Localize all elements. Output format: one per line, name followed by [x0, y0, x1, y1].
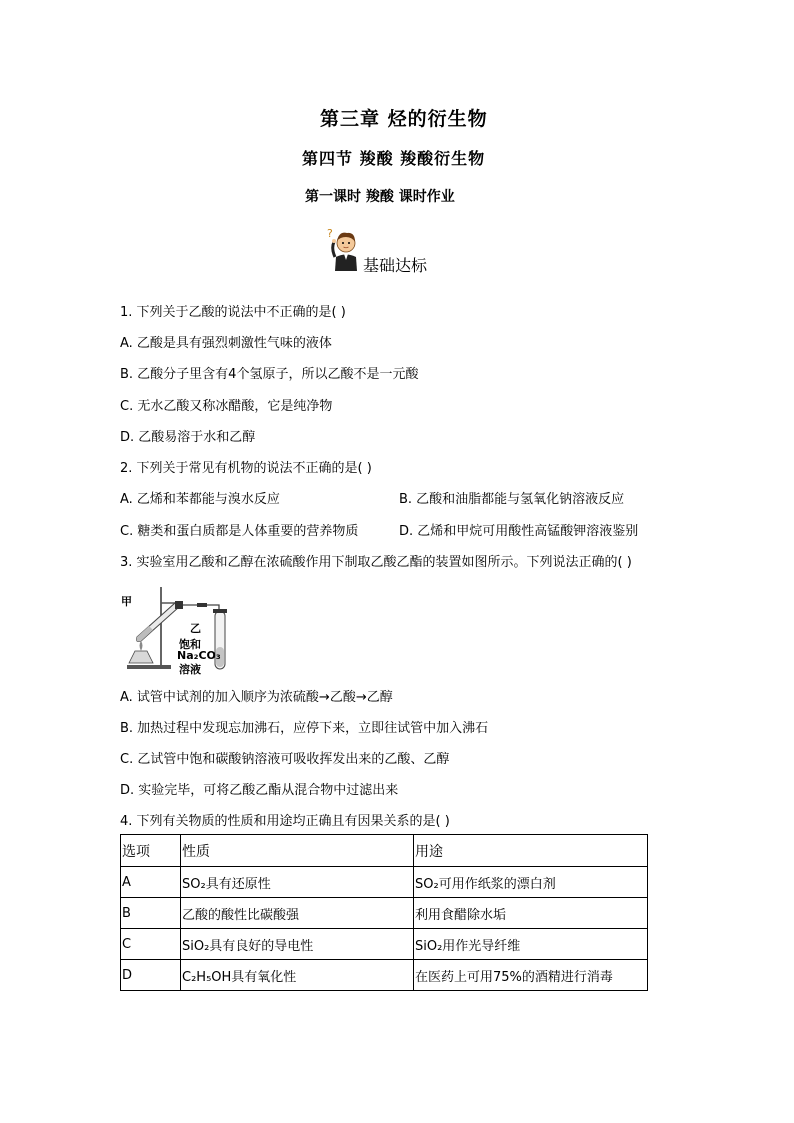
question-1-option-d: D. 乙酸易溶于水和乙醇 [120, 430, 256, 445]
chapter-title: 第三章 烃的衍生物 [320, 108, 488, 130]
table-row [121, 929, 648, 960]
question-4-table [120, 834, 648, 991]
question-3-option-c: C. 乙试管中饱和碳酸钠溶液可吸收挥发出来的乙酸、乙醇 [120, 752, 450, 767]
question-1-option-b: B. 乙酸分子里含有4个氢原子，所以乙酸不是一元酸 [120, 367, 419, 382]
table-header-use: 用途 [414, 835, 648, 867]
table-cell-property: C₂H₅OH具有氧化性 [181, 960, 414, 991]
figure-label-na2co3: Na₂CO₃ [177, 649, 221, 662]
table-row [121, 898, 648, 929]
question-3-stem: 3. 实验室用乙酸和乙醇在浓硫酸作用下制取乙酸乙酯的装置如图所示。下列说法正确的( ) [120, 555, 632, 570]
table-cell-option: B [121, 898, 181, 929]
table-cell-option: D [121, 960, 181, 991]
table-header-option: 选项 [121, 835, 181, 867]
lesson-title: 第一课时 羧酸 课时作业 [305, 189, 455, 205]
question-3-option-d: D. 实验完毕，可将乙酸乙酯从混合物中过滤出来 [120, 783, 399, 798]
table-cell-option: A [121, 867, 181, 898]
question-3-option-a: A. 试管中试剂的加入顺序为浓硫酸→乙酸→乙醇 [120, 690, 393, 705]
table-cell-option: C [121, 929, 181, 960]
figure-label-yi: 乙 [190, 622, 201, 635]
table-cell-use: SO₂可用作纸浆的漂白剂 [414, 867, 648, 898]
basic-level-badge: 基础达标 [363, 256, 428, 275]
table-cell-use: SiO₂用作光导纤维 [414, 929, 648, 960]
figure-label-jia: 甲 [121, 595, 132, 608]
question-1-option-a: A. 乙酸是具有强烈刺激性气味的液体 [120, 336, 332, 351]
section-title: 第四节 羧酸 羧酸衍生物 [302, 149, 486, 168]
question-2-option-c: C. 糖类和蛋白质都是人体重要的营养物质 [120, 524, 359, 539]
table-header-row [121, 835, 648, 867]
figure-label-saturated: 饱和 [179, 638, 201, 651]
question-2-option-b: B. 乙酸和油脂都能与氢氧化钠溶液反应 [399, 492, 625, 507]
table-cell-property: SO₂具有还原性 [181, 867, 414, 898]
question-1-stem: 1. 下列关于乙酸的说法中不正确的是( ) [120, 305, 346, 320]
question-4-stem: 4. 下列有关物质的性质和用途均正确且有因果关系的是( ) [120, 814, 450, 829]
svg-text:?: ? [327, 227, 333, 240]
question-2-stem: 2. 下列关于常见有机物的说法不正确的是( ) [120, 461, 372, 476]
table-cell-property: SiO₂具有良好的导电性 [181, 929, 414, 960]
table-row [121, 867, 648, 898]
table-row [121, 960, 648, 991]
figure-label-solution: 溶液 [179, 663, 201, 676]
student-thinking-icon [325, 226, 365, 272]
question-2-option-a: A. 乙烯和苯都能与溴水反应 [120, 492, 280, 507]
table-cell-use: 在医药上可用75%的酒精进行消毒 [414, 960, 648, 991]
apparatus-figure [117, 581, 237, 676]
question-2-option-d: D. 乙烯和甲烷可用酸性高锰酸钾溶液鉴别 [399, 524, 639, 539]
question-3-option-b: B. 加热过程中发现忘加沸石，应停下来，立即往试管中加入沸石 [120, 721, 489, 736]
table-cell-property: 乙酸的酸性比碳酸强 [181, 898, 414, 929]
table-header-property: 性质 [181, 835, 414, 867]
question-1-option-c: C. 无水乙酸又称冰醋酸，它是纯净物 [120, 399, 333, 414]
table-cell-use: 利用食醋除水垢 [414, 898, 648, 929]
